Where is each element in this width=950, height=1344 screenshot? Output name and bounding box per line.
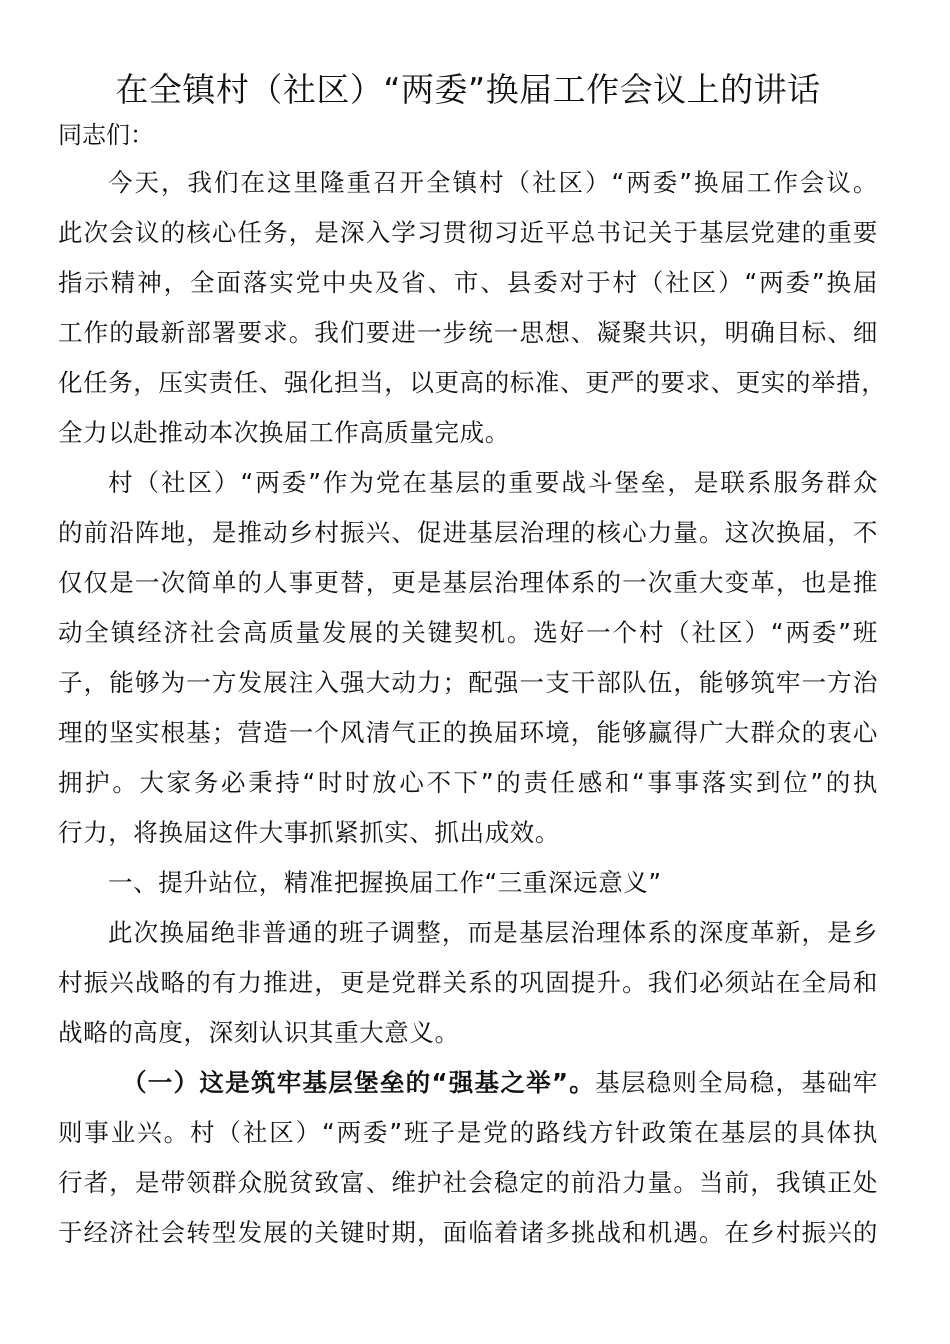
text-line: 于经济社会转型发展的关键时期，面临着诸多挑战和机遇。在乡村振兴的 [58, 1218, 878, 1247]
text-line: 化任务，压实责任、强化担当，以更高的标准、更严的要求、更实的举措， [58, 368, 887, 397]
text-line [58, 1058, 878, 1108]
text-line: 仅仅是一次简单的人事更替，更是基层治理体系的一次重大变革，也是推 [58, 568, 878, 597]
document-page [58, 62, 887, 1258]
text-line: 村振兴战略的有力推进，更是党群关系的巩固提升。我们必须站在全局和 [58, 968, 878, 997]
text-line: 动全镇经济社会高质量发展的关键契机。选好一个村（社区）“两委”班 [58, 618, 878, 647]
text-line: 此次换届绝非普通的班子调整，而是基层治理体系的深度革新，是乡 [108, 918, 878, 947]
text-line: 拥护。大家务必秉持“时时放心不下”的责任感和“事事落实到位”的执 [58, 768, 878, 797]
text-line: 工作的最新部署要求。我们要进一步统一思想、凝聚共识，明确目标、细 [58, 318, 878, 347]
text-line: 指示精神，全面落实党中央及省、市、县委对于村（社区）“两委”换届 [58, 268, 878, 297]
text-line: 则事业兴。村（社区）“两委”班子是党的路线方针政策在基层的具体执 [58, 1118, 878, 1147]
text-line: 村（社区）“两委”作为党在基层的重要战斗堡垒，是联系服务群众 [108, 468, 878, 497]
text-line: 子，能够为一方发展注入强大动力；配强一支干部队伍，能够筑牢一方治 [58, 668, 878, 697]
paragraph-opening [58, 158, 887, 458]
text-line: 行力，将换届这件大事抓紧抓实、抓出成效。 [58, 818, 560, 847]
text-span: 基层稳则全局稳，基础牢 [595, 1068, 878, 1097]
text-line: 行者，是带领群众脱贫致富、维护社会稳定的前沿力量。当前，我镇正处 [58, 1168, 878, 1197]
paragraph-section1-intro [58, 908, 878, 1058]
paragraph-role [58, 458, 878, 858]
text-line: 的前沿阵地，是推动乡村振兴、促进基层治理的核心力量。这次换届，不 [58, 518, 878, 547]
text-line: 战略的高度，深刻认识其重大意义。 [58, 1018, 460, 1047]
text-line: 此次会议的核心任务，是深入学习贯彻习近平总书记关于基层党建的重要 [58, 218, 878, 247]
text-line: 今天，我们在这里隆重召开全镇村（社区）“两委”换届工作会议。 [108, 168, 878, 197]
section-heading: 一、提升站位，精准把握换届工作“三重深远意义” [108, 868, 662, 897]
document-title: 在全镇村（社区）“两委”换届工作会议上的讲话 [115, 70, 821, 109]
paragraph-subsection1 [58, 1058, 878, 1258]
subsection-heading: （一）这是筑牢基层堡垒的“强基之举”。 [122, 1068, 596, 1097]
text-line: 全力以赴推动本次换届工作高质量完成。 [58, 418, 510, 447]
greeting: 同志们： [58, 121, 154, 149]
text-line: 理的坚实根基；营造一个风清气正的换届环境，能够赢得广大群众的衷心 [58, 718, 878, 747]
